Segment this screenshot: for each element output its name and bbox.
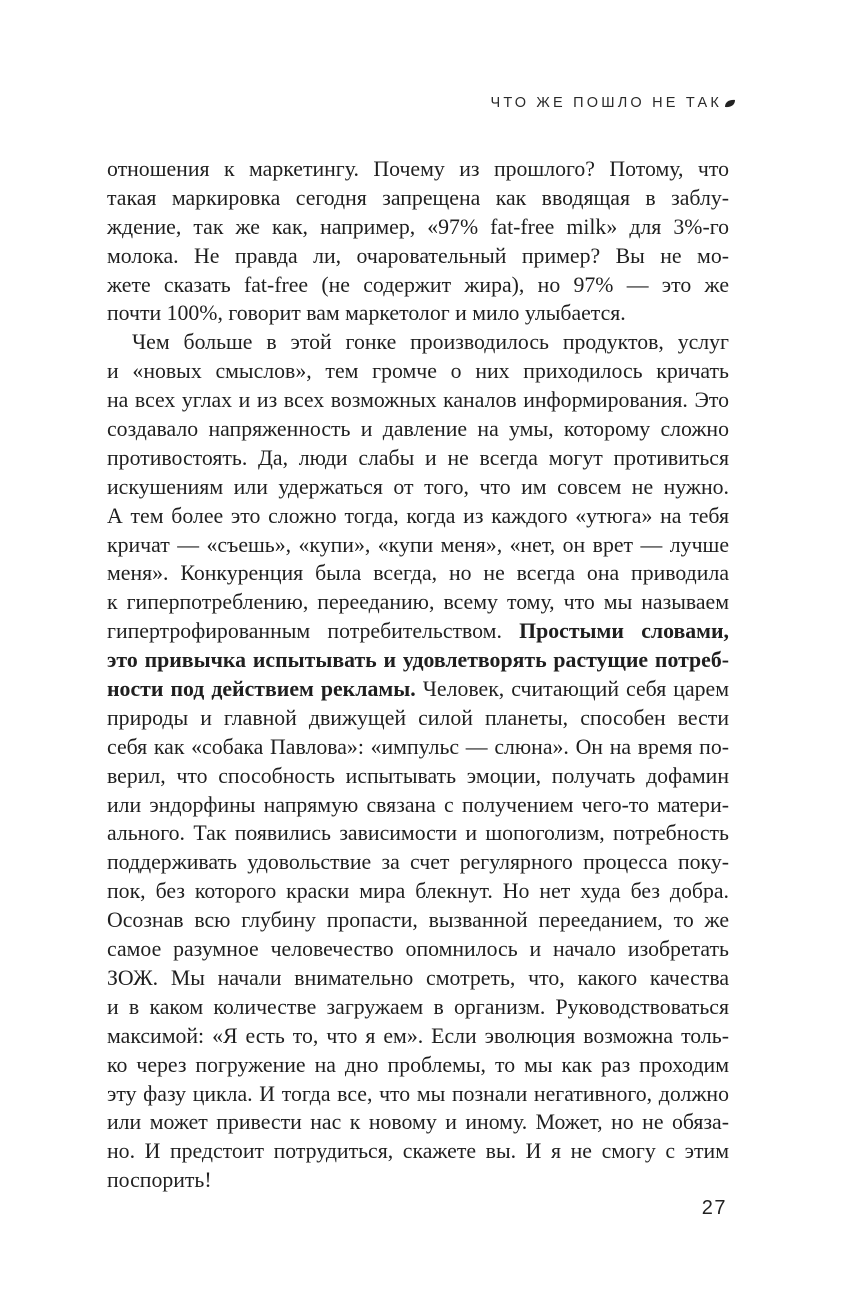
text-line: поддерживать удовольствие за счет регулярного процесса поку- [107, 850, 729, 875]
text-line: искушениям или удержаться от того, что им совсем не нужно. [107, 474, 729, 499]
text-line: самое разумное человечество опомнилось и начало изобретать [107, 937, 729, 962]
text-line: Осознав всю глубину пропасти, вызванной перееданием, то же [107, 908, 729, 933]
text-line: но. И предстоит потрудиться, скажете вы. И я не смогу с этим [107, 1139, 729, 1164]
text-line: к гиперпотреблению, перееданию, всему тому, что мы называем [107, 590, 729, 615]
text-segment: гипертрофированным потребительством. [107, 619, 520, 644]
text-line: кричат — «съешь», «купи», «купи меня», «нет, он врет — лучше [107, 532, 729, 557]
bold-text-segment: Простыми словами, [519, 619, 729, 644]
bold-text-line: это привычка испытывать и удовлетворять растущие потреб- [107, 648, 729, 673]
text-line: и в каком количестве загружаем в организм. Руководствоваться [107, 994, 729, 1019]
text-line: меня». Конкуренция была всегда, но не всегда она приводила [107, 561, 729, 586]
text-line: молока. Не правда ли, очаровательный пример? Вы не мо- [107, 243, 729, 268]
text-line: создавало напряженность и давление на умы, которому сложно [107, 417, 729, 442]
text-line: жете сказать fat-free (не содержит жира), но 97% — это же [107, 272, 729, 297]
text-line: на всех углах и из всех возможных каналов информирования. Это [107, 388, 729, 413]
text-line: ЗОЖ. Мы начали внимательно смотреть, что, какого качества [107, 965, 729, 990]
running-header [490, 95, 736, 111]
text-line: и «новых смыслов», тем громче о них приходилось кричать [107, 359, 729, 384]
text-line: такая маркировка сегодня запрещена как вводящая в заблу- [107, 185, 729, 210]
running-title: ЧТО ЖЕ ПОШЛО НЕ ТАК [490, 95, 722, 111]
text-line: эту фазу цикла. И тогда все, что мы познали негативного, должно [107, 1081, 729, 1106]
text-line: отношения к маркетингу. Почему из прошлого? Потому, что [107, 157, 729, 181]
text-line: почти 100%, говорит вам маркетолог и мило улыбается. [107, 301, 626, 326]
text-line: себя как «собака Павлова»: «импульс — слюна». Он на время по- [107, 734, 729, 759]
body-text [107, 155, 729, 1195]
bold-text-segment: ности под действием рекламы. [107, 677, 416, 702]
text-line: ко через погружение на дно проблемы, то мы как раз проходим [107, 1052, 729, 1077]
text-line: Чем больше в этой гонке производилось продуктов, услуг [132, 330, 729, 355]
text-line: противостоять. Да, люди слабы и не всегда могут противиться [107, 445, 729, 470]
text-line: или эндорфины напрямую связана с получением чего-то матери- [107, 792, 729, 817]
text-line: ального. Так появились зависимости и шопоголизм, потребность [107, 821, 729, 846]
text-line: поспорить! [107, 1168, 212, 1193]
text-line: верил, что способность испытывать эмоции, получать дофамин [107, 763, 729, 788]
text-line: А тем более это сложно тогда, когда из каждого «утюга» на тебя [107, 503, 729, 528]
leaf-icon [724, 99, 736, 108]
text-line: максимой: «Я есть то, что я ем». Если эволюция возможна толь- [107, 1023, 729, 1048]
text-line [107, 617, 729, 646]
text-line: пок, без которого краски мира блекнут. Но нет худа без добра. [107, 879, 729, 904]
text-segment: Человек, считающий себя царем [415, 677, 729, 702]
text-line: ждение, так же как, например, «97% fat-free milk» для 3%-го [107, 214, 729, 239]
text-line: природы и главной движущей силой планеты, способен вести [107, 705, 729, 730]
text-line [107, 675, 729, 704]
page-number: 27 [701, 1197, 727, 1219]
text-line: или может привести нас к новому и иному. Может, но не обяза- [107, 1110, 729, 1135]
